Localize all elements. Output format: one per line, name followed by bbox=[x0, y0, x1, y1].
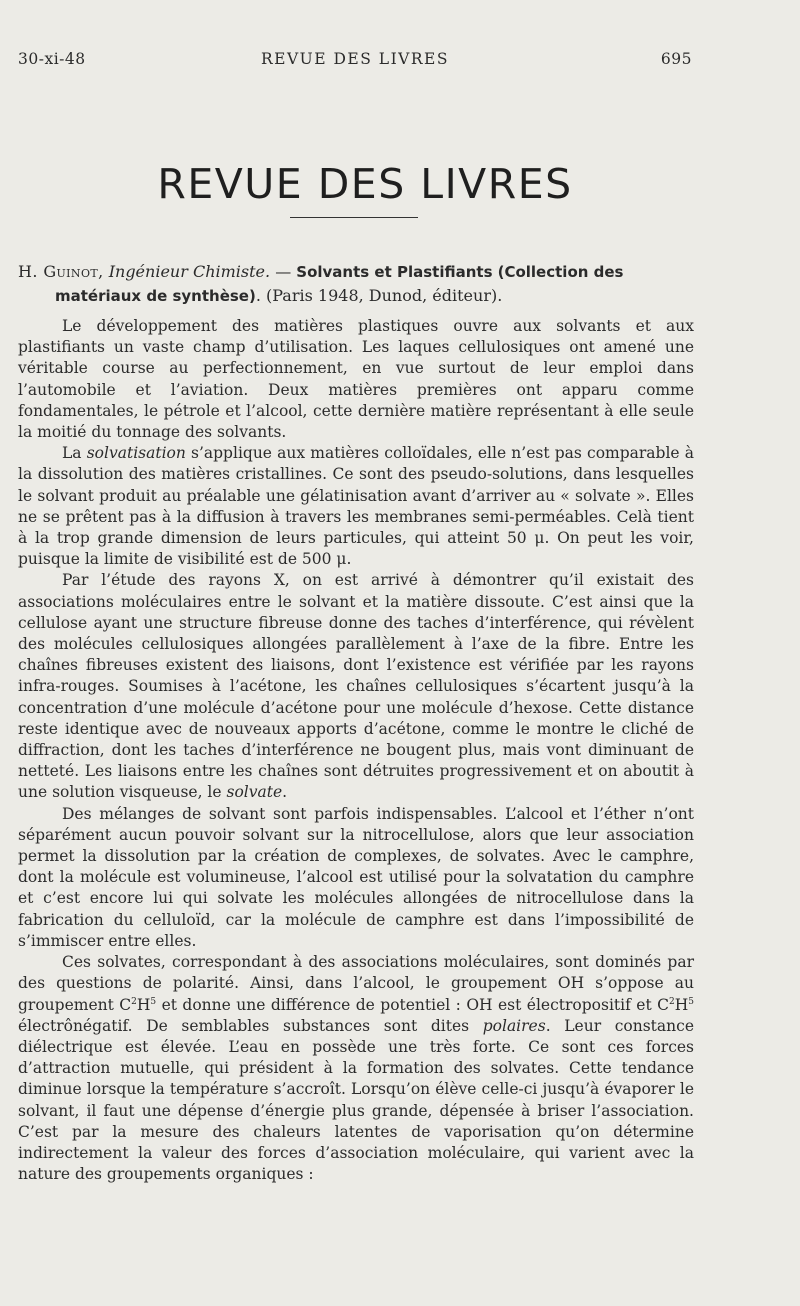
paragraph-5 bbox=[18, 952, 694, 1185]
superscript: 2 bbox=[668, 996, 675, 1007]
reference-author-role: Ingénieur Chimiste. bbox=[108, 262, 271, 281]
reference-publication: . (Paris 1948, Dunod, éditeur). bbox=[255, 286, 503, 305]
superscript: 2 bbox=[131, 996, 137, 1007]
paragraph-2-rest: s’applique aux matières colloïdales, elle n’est pas comparable à la dissolution des matières cristallines. Ce sont des pseudo-solutions, dans lesquelles le solvant produit au préalable une gélatinisation avant d’arriver au « solvate ». Elles ne se prêtent pas à la diffusion à travers les membranes semi-perméables. Celà tient à la trop grande dimension de leurs particules, qui atteint 50 μ. On peut les voir, puisque la limite de visibilité est de 500 μ. bbox=[18, 444, 695, 569]
paragraph-2-start: La bbox=[62, 444, 87, 463]
paragraph-3-main: Par l’étude des rayons X, on est arrivé à démontrer qu’il existait des associations moléculaires entre le solvant et la matière dissoute. C’est ainsi que la cellulose ayant une structure fibreuse donne des taches d’interférence, qui révèlent des molécules cellulosiques allongées parallèlement à l’axe de la fibre. Entre les chaînes fibreuses existent des liaisons, dont l’existence est vérifiée par les rayons infra-rouges. Soumises à l’acétone, les chaînes cellulosiques s’écartent jusqu’à la concentration d’une molécule d’acétone pour une molécule d’hexose. Cette distance reste identique avec de nouveaux apports d’acétone, comme le montre le cliché de diffraction, dont les taches d’interférence ne bougent plus, mais vont diminuant de netteté. Les liaisons entre les chaînes sont détruites progressivement et on aboutit à une solution visqueuse, le bbox=[18, 571, 694, 802]
reference-author: H. Guinot, bbox=[18, 262, 104, 281]
paragraph-2 bbox=[18, 443, 694, 570]
paragraph-5-part-f: . Leur constance diélectrique est élevée. L’eau en possède une très forte. Ce sont ces forces d’attraction mutuelle, qui président à la formation des solvates. Cette tendance diminue lorsque la température s’accroît. Lorsqu’on élève celle-ci jusqu’à évaporer le solvant, il faut une dépense d’énergie plus grande, dépensée à briser l’association. C’est par la mesure des chaleurs latentes de vaporisation qu’on détermine indirectement la valeur des forces d’association moléculaire, qui varient avec la nature des groupements organiques : bbox=[18, 1016, 694, 1184]
superscript: 5 bbox=[150, 996, 157, 1007]
title-divider bbox=[290, 217, 418, 218]
paragraph-1: Le développement des matières plastiques ouvre aux solvants et aux plastifiants un vaste champ d’utilisation. Les laques cellulosiques ont amené une véritable course au perfectionnement, en vue surtout de leur emploi dans l’automobile et l’aviation. Deux matières premières ont apparu comme fondamentales, le pétrole et l’alcool, cette dernière matière représentant à elle seule la moitié du tonnage des solvants. bbox=[18, 317, 694, 442]
reference-dash: — bbox=[270, 262, 297, 281]
page-title: REVUE DES LIVRES bbox=[157, 160, 573, 208]
paragraph-3 bbox=[18, 570, 694, 803]
paragraph-5-part-d: H bbox=[674, 995, 689, 1014]
paragraph-2-emphasis: solvatisation bbox=[86, 444, 186, 463]
page-number: 695 bbox=[660, 50, 692, 68]
paragraph-5-part-e: électrônégatif. De semblables substances sont dites bbox=[18, 1016, 483, 1035]
running-section-title: REVUE DES LIVRES bbox=[261, 50, 449, 68]
paragraph-5-emphasis: polaires bbox=[482, 1016, 546, 1035]
review-body bbox=[18, 316, 694, 1185]
superscript: 5 bbox=[688, 996, 694, 1007]
reference-collection: (Collection des matériaux de synthèse) bbox=[55, 263, 624, 305]
paragraph-5-part-a: Ces solvates, correspondant à des associations moléculaires, sont dominés par des questions de polarité. Ainsi, dans l’alcool, le groupement OH s’oppose au groupement C bbox=[18, 953, 694, 1014]
paragraph-3-emphasis: solvate bbox=[226, 783, 283, 802]
issue-date: 30-xi-48 bbox=[18, 50, 86, 68]
paragraph-4: Des mélanges de solvant sont parfois indispensables. L’alcool et l’éther n’ont séparément aucun pouvoir solvant sur la nitrocellulose, alors que leur association permet la dissolution par la création de complexes, de solvates. Avec le camphre, dont la molécule est volumineuse, l’alcool est utilisé pour la solvatation du camphre et c’est encore lui qui solvate les molécules allongées de nitrocellulose dans la fabrication du celluloïd, car la molécule de camphre est dans l’impossibilité de s’immiscer entre elles. bbox=[18, 804, 694, 950]
book-reference bbox=[18, 260, 690, 308]
paragraph-5-part-c: et donne une différence de potentiel : OH est électropositif et C bbox=[156, 995, 669, 1014]
paragraph-3-end: . bbox=[282, 783, 288, 802]
reference-book-title: Solvants et Plastifiants bbox=[296, 263, 493, 281]
paragraph-5-part-b: H bbox=[136, 995, 151, 1014]
